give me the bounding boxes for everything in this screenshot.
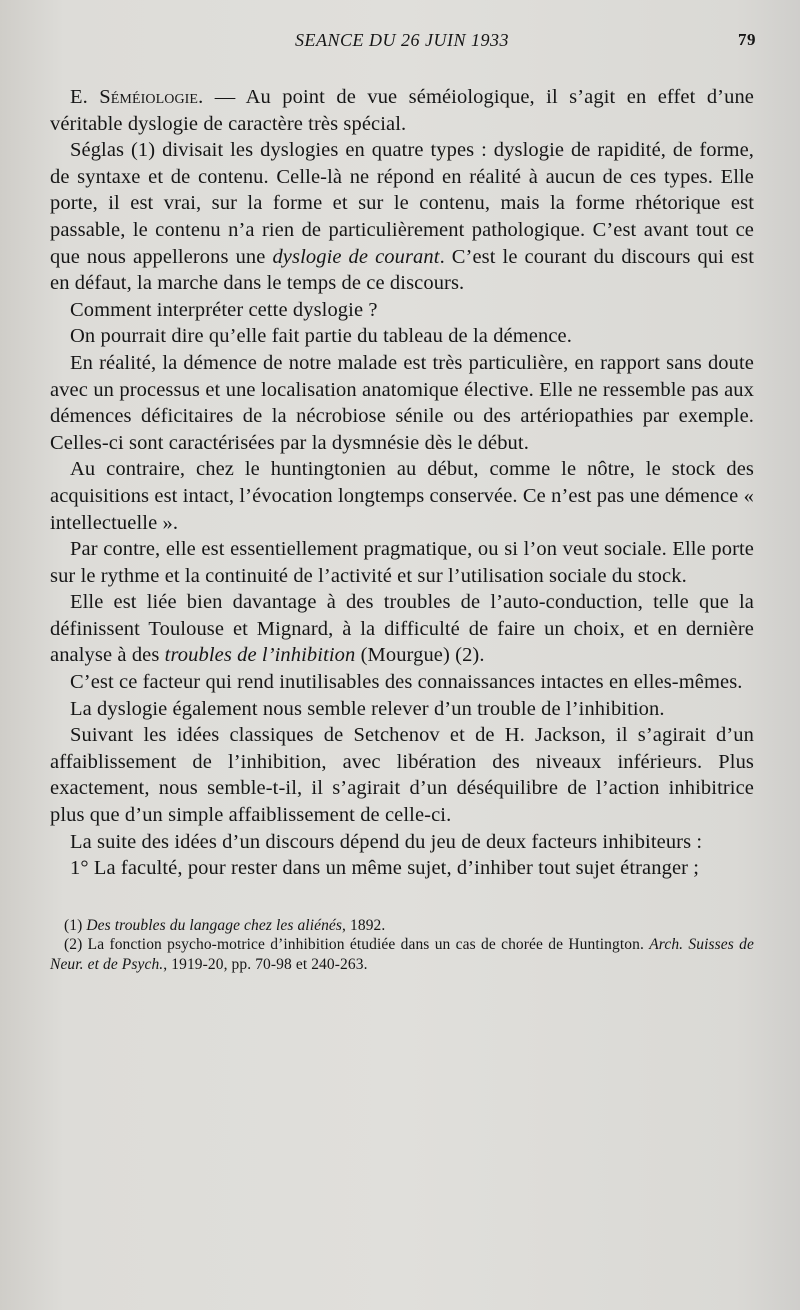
paragraph-semeiologie: [50, 84, 754, 137]
footnote-title: Des troubles du langage chez les aliénés: [86, 916, 343, 934]
paragraph-text: (Mourgue) (2).: [355, 644, 485, 667]
footnotes: [50, 916, 754, 975]
paragraph-dyslogie-inhibition: La dyslogie également nous semble relever d’un trouble de l’inhibition.: [70, 697, 665, 720]
paragraph-huntingtonien: Au contraire, chez le huntingtonien au début, comme le nôtre, le stock des acquisitions est intact, l’évocation longtemps conservée. Ce n’est pas une démence « intellectuelle ».: [50, 458, 754, 534]
paragraph-auto-conduction: [50, 589, 754, 669]
footnote-text: , 1892.: [342, 916, 386, 934]
footnote-journal: Arch. Suisses de Neur. et de Psych.: [50, 936, 754, 973]
emphasis-text: dyslogie de courant: [272, 245, 440, 268]
footnote-1: [50, 916, 754, 936]
paragraph-text: — Au point de vue séméiologique, il s’agit en effet d’une véritable dyslogie de caractère très spécial.: [50, 86, 754, 135]
emphasis-text: troubles de l’inhibition: [164, 644, 356, 667]
footnote-text: (2) La fonction psycho-motrice d’inhibition étudiée dans un cas de chorée de Huntington.: [64, 936, 650, 954]
running-title: SEANCE DU 26 JUIN 1933: [295, 30, 509, 50]
page-number: 79: [738, 30, 756, 49]
footnote-text: , 1919-20, pp. 70-98 et 240-263.: [163, 955, 368, 973]
paragraph-demence: On pourrait dire qu’elle fait partie du tableau de la démence.: [70, 325, 572, 348]
paragraph-question: Comment interpréter cette dyslogie ?: [70, 298, 378, 321]
paragraph-faculte: 1° La faculté, pour rester dans un même sujet, d’inhiber tout sujet étranger ;: [70, 857, 700, 880]
footnote-number: (1): [64, 916, 87, 934]
footnote-2: [50, 935, 754, 974]
paragraph-text: Séglas (1) divisait les dyslogies en quatre types : dyslogie de rapidité, de forme, de syntaxe et de contenu. Celle-là ne répond en réalité à aucun de ces types. Elle porte, il est vrai, sur la forme et sur le contenu, mais la forme rhétorique est passable, le contenu n’a rien de particulièrement pathologique. C’est avant tout ce que nous appellerons une: [50, 139, 754, 268]
paragraph-facteur: C’est ce facteur qui rend inutilisables des connaissances intactes en elles-mêmes.: [70, 671, 743, 694]
paragraph-seglas: [50, 137, 754, 297]
running-header: [50, 30, 754, 60]
paragraph-setchenov: Suivant les idées classiques de Setchenov et de H. Jackson, il s’agirait d’un affaiblissement de l’inhibition, avec libération des niveaux inférieurs. Plus exactement, nous semble-t-il, il s’agirait d’un déséquilibre de l’action inhibitrice plus que d’un simple affaiblissement de celle-ci.: [50, 724, 754, 827]
paragraph-realite: En réalité, la démence de notre malade est très particulière, en rapport sans doute avec un processus et une localisation anatomique élective. Elle ne ressemble pas aux démences déficitaires de la nécrobiose sénile ou des artériopathies par exemple. Celles-ci sont caractérisées par la dysmnésie dès le début.: [50, 351, 754, 454]
paragraph-text: Elle est liée bien davantage à des troubles de l’auto-conduction, telle que la définissent Toulouse et Mignard, à la difficulté de faire un choix, et en dernière analyse à des: [50, 591, 754, 667]
paragraph-suite-idees: La suite des idées d’un discours dépend du jeu de deux facteurs inhibiteurs :: [70, 830, 703, 853]
paragraph-pragmatique: Par contre, elle est essentiellement pragmatique, ou si l’on veut sociale. Elle porte sur le rythme et la continuité de l’activité et sur l’utilisation sociale du stock.: [50, 538, 754, 587]
main-text: [50, 84, 754, 882]
section-label: E. Séméiologie.: [70, 86, 204, 108]
paragraph-text: . C’est le courant du discours qui est en défaut, la marche dans le temps de ce discours.: [50, 245, 754, 295]
